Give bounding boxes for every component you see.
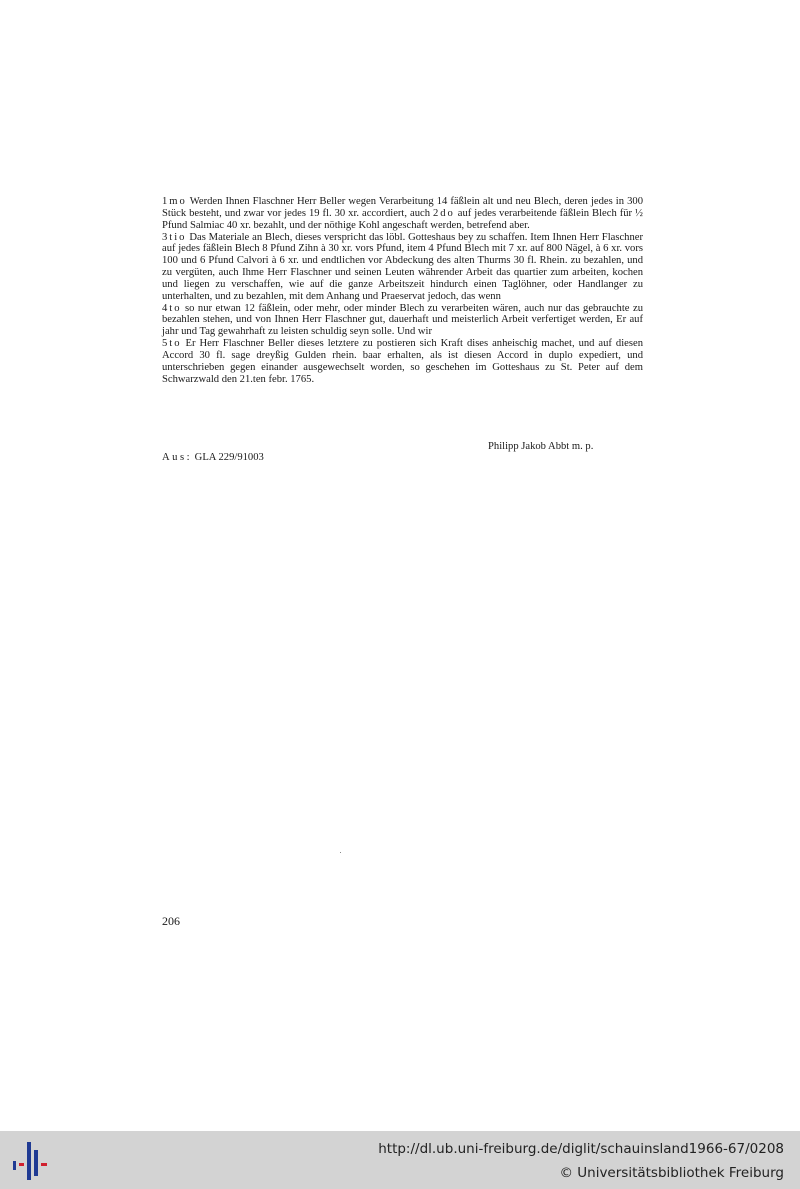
paragraph-text: Er Herr Flaschner Beller dieses letztere zu postieren sich Kraft dises anheischig machet, und auf diesen Accord 30 fl. sage dreyßig Gulden rhein. baar erhalten, als ist diesen Accord in duplo expediert, und unterschrieben gegen einander ausgewechselt worden, so geschehen im Gotteshaus zu St. Peter auf dem Schwarzwald den 21.ten febr. 1765.: [162, 338, 643, 385]
paragraph-text: Das Materiale an Blech, dieses verspricht das löbl. Gotteshaus bey zu schaffen. Item Ihnen Herr Flaschner auf jedes fäßlein Blech 8 Pfund Zihn à 30 xr. vors Pfund, item 4 Pfund Blech mit 7 xr. auf 800 Nägel, à 6 xr. vors 100 und 6 Pfund Calvori à 6 xr. und endtlichen vor Abdeckung des alten Thurms 30 fl. Rhein. zu bezahlen, und zu vergüten, auch Ihme Herr Flaschner und seinen Leuten währender Arbeit das quartier zum arbeiten, kochen und liegen zu verschaffen, wie auf die ganze Arbeitszeit hindurch einen Taglöhner, oder Handlanger zu unterhalten, und zu bezahlen, mit dem Anhang und Praeservat jedoch, das wenn: [162, 231, 643, 302]
paragraph-lead: 2do: [432, 207, 455, 219]
paragraph-lead: 4to: [162, 302, 182, 314]
document-body: [162, 196, 643, 386]
paragraph-text: so nur etwan 12 fäßlein, oder mehr, oder minder Blech zu verarbeiten wären, auch nur das gebrauchte zu bezahlen stehen, und von Ihnen Herr Flaschner gut, dauerhaft und meisterlich Arbeit verfertiget werden, Er auf jahr und Tag gewahrhaft zu leisten schuldig seyn solle. Und wir: [162, 302, 643, 338]
paragraph-lead: 5to: [162, 338, 182, 350]
paragraph-lead: 3tio: [162, 231, 187, 243]
scan-speck: [340, 852, 341, 853]
paragraph-text: Werden Ihnen Flaschner Herr Beller wegen Verarbeitung 14 fäßlein alt und neu Blech, deren jedes in 300 Stück besteht, und zwar vor jedes 19 fl. 30 xr. accordiert, auch: [162, 196, 643, 219]
ub-freiburg-logo-icon: [10, 1140, 52, 1182]
paragraph-lead: 1mo: [162, 196, 187, 207]
paragraph-text: auf jedes verarbeitende fäßlein Blech für ½ Pfund Salmiac 40 xr. bezahlt, und der nöthige Kohl angeschaft werden, betrefend aber.: [162, 207, 643, 231]
paragraph-1-2: [162, 196, 643, 232]
footer-copyright: © Universitätsbibliothek Freiburg: [559, 1165, 784, 1181]
footer-url-link[interactable]: http://dl.ub.uni-freiburg.de/diglit/schauinsland1966-67/0208: [378, 1141, 784, 1157]
paragraph-3: [162, 232, 643, 303]
page-number: 206: [162, 914, 180, 928]
source-lead: Aus:: [162, 452, 193, 463]
footer-bar: [0, 1131, 800, 1189]
source-text: GLA 229/91003: [192, 452, 264, 463]
signature: Philipp Jakob Abbt m. p.: [488, 441, 594, 452]
source-citation: [162, 452, 264, 464]
paragraph-5: [162, 338, 643, 385]
paragraph-4: [162, 303, 643, 339]
